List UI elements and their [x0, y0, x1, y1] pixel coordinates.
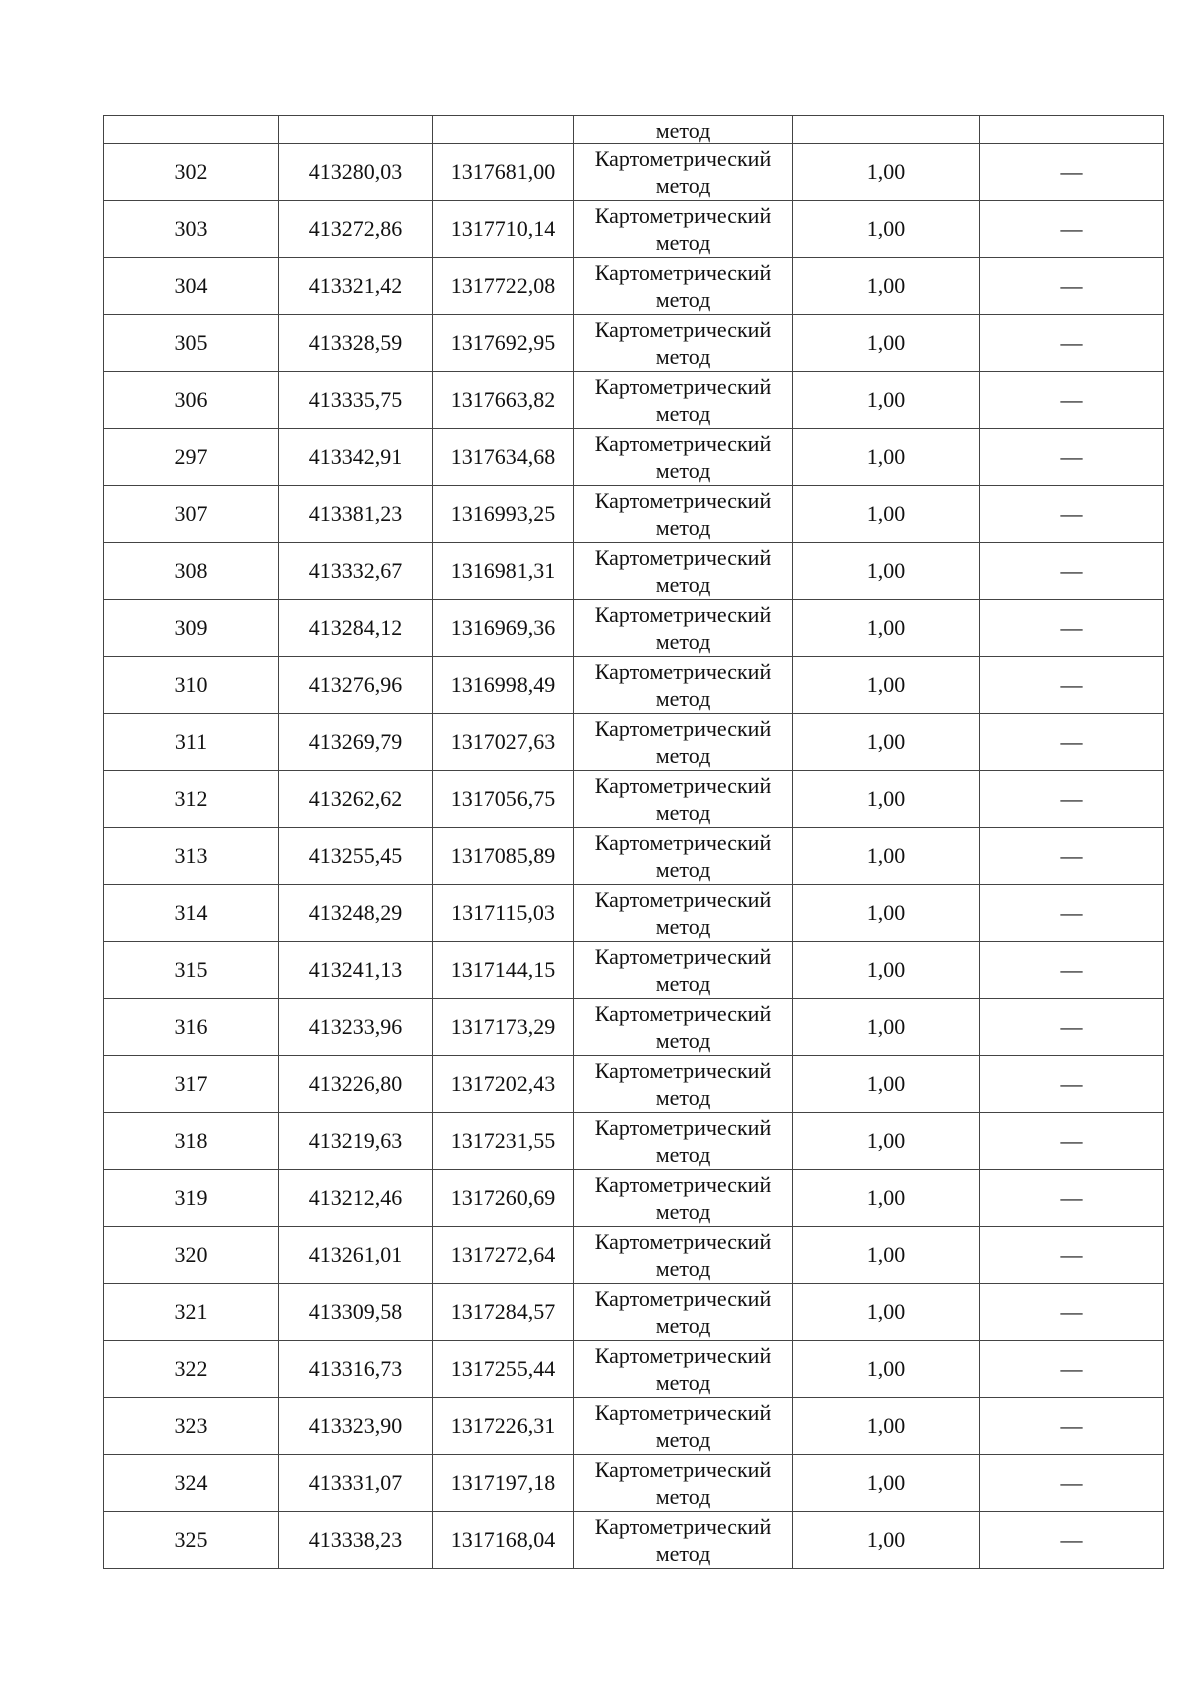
table-row: [104, 1284, 1164, 1341]
cell-y: 1317202,43: [433, 1056, 574, 1113]
cell-point-number: 310: [104, 657, 279, 714]
dash-glyph: —: [1060, 843, 1083, 868]
cell-accuracy: 1,00: [793, 372, 980, 429]
table-row: [104, 1512, 1164, 1569]
cell-method: [574, 999, 793, 1056]
dash-glyph: —: [1060, 159, 1083, 184]
cell-accuracy: 1,00: [793, 1056, 980, 1113]
cell-y: 1317144,15: [433, 942, 574, 999]
cell-y: 1317085,89: [433, 828, 574, 885]
method-line-2: метод: [655, 1085, 711, 1110]
dash-glyph: —: [1060, 1128, 1083, 1153]
table-row: [104, 714, 1164, 771]
cell-x: 413321,42: [279, 258, 433, 315]
cell-method: [574, 1170, 793, 1227]
dash-glyph: —: [1060, 1413, 1083, 1438]
dash-glyph: —: [1060, 729, 1083, 754]
cell-x: 413261,01: [279, 1227, 433, 1284]
method-line-1: Картометрический: [594, 659, 772, 684]
method-line-2: метод: [655, 800, 711, 825]
cell-note: [980, 714, 1164, 771]
dash-glyph: —: [1060, 330, 1083, 355]
method-line-2: метод: [655, 1370, 711, 1395]
dash-glyph: —: [1060, 900, 1083, 925]
cell-note: [980, 315, 1164, 372]
cell-method: [574, 116, 793, 144]
cell-note: [980, 1056, 1164, 1113]
cell-x: 413233,96: [279, 999, 433, 1056]
cell-x: 413309,58: [279, 1284, 433, 1341]
method-line-1: Картометрический: [594, 1514, 772, 1539]
method-line-1: Картометрический: [594, 716, 772, 741]
cell-note: [980, 600, 1164, 657]
cell-point-number: 309: [104, 600, 279, 657]
cell-y: 1317710,14: [433, 201, 574, 258]
cell-method: [574, 600, 793, 657]
cell-accuracy: 1,00: [793, 1227, 980, 1284]
method-line-2: метод: [655, 458, 711, 483]
cell-note: [980, 1113, 1164, 1170]
cell-accuracy: 1,00: [793, 885, 980, 942]
cell-y: 1316969,36: [433, 600, 574, 657]
method-line-2: метод: [655, 572, 711, 597]
method-line-1: Картометрический: [594, 203, 772, 228]
cell-point-number: 304: [104, 258, 279, 315]
cell-note: [980, 144, 1164, 201]
cell-point-number: 324: [104, 1455, 279, 1512]
cell-accuracy: 1,00: [793, 315, 980, 372]
method-line-1: Картометрический: [594, 1457, 772, 1482]
cell-y: 1317027,63: [433, 714, 574, 771]
cell-x: 413332,67: [279, 543, 433, 600]
cell-x: 413262,62: [279, 771, 433, 828]
method-line-2: метод: [655, 1028, 711, 1053]
dash-glyph: —: [1060, 672, 1083, 697]
method-line-1: Картометрический: [594, 260, 772, 285]
table-row: [104, 885, 1164, 942]
table-row: [104, 999, 1164, 1056]
table-row-continued: [104, 116, 1164, 144]
method-line-1: Картометрический: [594, 1286, 772, 1311]
method-line-2: метод: [655, 401, 711, 426]
table-row: [104, 372, 1164, 429]
cell-y: 1317056,75: [433, 771, 574, 828]
method-line-2: метод: [655, 971, 711, 996]
cell-accuracy: 1,00: [793, 201, 980, 258]
dash-glyph: —: [1060, 216, 1083, 241]
cell-note: [980, 828, 1164, 885]
table-row: [104, 429, 1164, 486]
cell-accuracy: 1,00: [793, 258, 980, 315]
table-row: [104, 771, 1164, 828]
cell-point-number: 323: [104, 1398, 279, 1455]
cell-method: [574, 144, 793, 201]
cell-point-number: 316: [104, 999, 279, 1056]
cell-accuracy: 1,00: [793, 1284, 980, 1341]
dash-glyph: —: [1060, 615, 1083, 640]
method-line-2: метод: [655, 1256, 711, 1281]
table-row: [104, 942, 1164, 999]
method-text: метод: [655, 118, 711, 143]
table-row: [104, 486, 1164, 543]
cell-method: [574, 771, 793, 828]
method-line-1: Картометрический: [594, 1001, 772, 1026]
cell-y: 1317692,95: [433, 315, 574, 372]
cell-method: [574, 828, 793, 885]
cell-method: [574, 1284, 793, 1341]
method-line-1: Картометрический: [594, 1229, 772, 1254]
cell-y: 1317115,03: [433, 885, 574, 942]
cell-y: 1317722,08: [433, 258, 574, 315]
cell-y: 1317272,64: [433, 1227, 574, 1284]
dash-glyph: —: [1060, 1014, 1083, 1039]
method-line-2: метод: [655, 1484, 711, 1509]
cell-note: [980, 657, 1164, 714]
cell-note: [980, 1455, 1164, 1512]
method-line-2: метод: [655, 743, 711, 768]
cell-method: [574, 543, 793, 600]
table-row: [104, 201, 1164, 258]
cell-note: [980, 116, 1164, 144]
cell-x: 413381,23: [279, 486, 433, 543]
cell-x: 413280,03: [279, 144, 433, 201]
cell-y: 1317231,55: [433, 1113, 574, 1170]
cell-point-number: 318: [104, 1113, 279, 1170]
table-row: [104, 543, 1164, 600]
table-row: [104, 828, 1164, 885]
method-line-1: Картометрический: [594, 146, 772, 171]
cell-note: [980, 885, 1164, 942]
method-line-1: Картометрический: [594, 488, 772, 513]
cell-point-number: 322: [104, 1341, 279, 1398]
method-line-1: Картометрический: [594, 1172, 772, 1197]
cell-accuracy: [793, 116, 980, 144]
cell-point-number: 297: [104, 429, 279, 486]
cell-point-number: 308: [104, 543, 279, 600]
cell-method: [574, 1341, 793, 1398]
cell-x: 413212,46: [279, 1170, 433, 1227]
method-line-2: метод: [655, 344, 711, 369]
method-line-1: Картометрический: [594, 431, 772, 456]
cell-x: 413338,23: [279, 1512, 433, 1569]
table-row: [104, 315, 1164, 372]
dash-glyph: —: [1060, 558, 1083, 583]
cell-x: 413272,86: [279, 201, 433, 258]
table-row: [104, 1455, 1164, 1512]
cell-accuracy: 1,00: [793, 771, 980, 828]
cell-accuracy: 1,00: [793, 714, 980, 771]
method-line-2: метод: [655, 1313, 711, 1338]
cell-x: 413241,13: [279, 942, 433, 999]
cell-note: [980, 1512, 1164, 1569]
cell-accuracy: 1,00: [793, 1455, 980, 1512]
cell-y: 1317663,82: [433, 372, 574, 429]
cell-point-number: 312: [104, 771, 279, 828]
table-row: [104, 1170, 1164, 1227]
cell-method: [574, 885, 793, 942]
cell-accuracy: 1,00: [793, 1113, 980, 1170]
method-line-2: метод: [655, 857, 711, 882]
cell-y: 1316981,31: [433, 543, 574, 600]
cell-point-number: 302: [104, 144, 279, 201]
cell-accuracy: 1,00: [793, 1512, 980, 1569]
method-line-1: Картометрический: [594, 1058, 772, 1083]
cell-accuracy: 1,00: [793, 828, 980, 885]
cell-y: 1317173,29: [433, 999, 574, 1056]
cell-method: [574, 315, 793, 372]
cell-point-number: 311: [104, 714, 279, 771]
cell-note: [980, 1170, 1164, 1227]
cell-note: [980, 999, 1164, 1056]
cell-y: 1317168,04: [433, 1512, 574, 1569]
cell-point-number: 307: [104, 486, 279, 543]
cell-x: 413276,96: [279, 657, 433, 714]
dash-glyph: —: [1060, 1185, 1083, 1210]
dash-glyph: —: [1060, 786, 1083, 811]
cell-accuracy: 1,00: [793, 600, 980, 657]
cell-accuracy: 1,00: [793, 1398, 980, 1455]
method-line-1: Картометрический: [594, 374, 772, 399]
dash-glyph: —: [1060, 1356, 1083, 1381]
cell-accuracy: 1,00: [793, 486, 980, 543]
method-line-2: метод: [655, 686, 711, 711]
cell-point-number: 319: [104, 1170, 279, 1227]
cell-point-number: 305: [104, 315, 279, 372]
table-row: [104, 1227, 1164, 1284]
cell-method: [574, 1455, 793, 1512]
cell-y: 1317226,31: [433, 1398, 574, 1455]
method-line-1: Картометрический: [594, 944, 772, 969]
cell-x: 413335,75: [279, 372, 433, 429]
cell-point-number: 320: [104, 1227, 279, 1284]
method-line-1: Картометрический: [594, 887, 772, 912]
dash-glyph: —: [1060, 273, 1083, 298]
cell-x: 413331,07: [279, 1455, 433, 1512]
cell-method: [574, 657, 793, 714]
cell-note: [980, 1284, 1164, 1341]
cell-note: [980, 1341, 1164, 1398]
cell-y: 1317260,69: [433, 1170, 574, 1227]
cell-method: [574, 258, 793, 315]
cell-accuracy: 1,00: [793, 1341, 980, 1398]
dash-glyph: —: [1060, 444, 1083, 469]
dash-glyph: —: [1060, 1470, 1083, 1495]
cell-note: [980, 258, 1164, 315]
method-line-2: метод: [655, 914, 711, 939]
cell-y: 1317255,44: [433, 1341, 574, 1398]
cell-point-number: 306: [104, 372, 279, 429]
cell-method: [574, 1512, 793, 1569]
cell-point-number: 303: [104, 201, 279, 258]
dash-glyph: —: [1060, 1071, 1083, 1096]
coordinates-table: [103, 115, 1164, 1569]
cell-point-number: 317: [104, 1056, 279, 1113]
dash-glyph: —: [1060, 387, 1083, 412]
cell-method: [574, 1398, 793, 1455]
cell-x: 413323,90: [279, 1398, 433, 1455]
cell-accuracy: 1,00: [793, 543, 980, 600]
cell-x: 413219,63: [279, 1113, 433, 1170]
cell-x: 413328,59: [279, 315, 433, 372]
cell-method: [574, 372, 793, 429]
cell-y: 1317197,18: [433, 1455, 574, 1512]
cell-y: [433, 116, 574, 144]
cell-accuracy: 1,00: [793, 942, 980, 999]
table-row: [104, 1113, 1164, 1170]
cell-note: [980, 942, 1164, 999]
table-row: [104, 258, 1164, 315]
cell-x: 413226,80: [279, 1056, 433, 1113]
method-line-1: Картометрический: [594, 1400, 772, 1425]
cell-y: 1317681,00: [433, 144, 574, 201]
method-line-1: Картометрический: [594, 317, 772, 342]
method-line-2: метод: [655, 515, 711, 540]
table-row: [104, 144, 1164, 201]
method-line-1: Картометрический: [594, 1343, 772, 1368]
cell-accuracy: 1,00: [793, 657, 980, 714]
method-line-1: Картометрический: [594, 545, 772, 570]
cell-note: [980, 201, 1164, 258]
cell-point-number: 321: [104, 1284, 279, 1341]
method-line-2: метод: [655, 230, 711, 255]
table-row: [104, 1398, 1164, 1455]
dash-glyph: —: [1060, 957, 1083, 982]
table-row: [104, 600, 1164, 657]
cell-point-number: 325: [104, 1512, 279, 1569]
cell-accuracy: 1,00: [793, 1170, 980, 1227]
cell-point-number: 314: [104, 885, 279, 942]
cell-note: [980, 1398, 1164, 1455]
method-line-1: Картометрический: [594, 773, 772, 798]
method-line-2: метод: [655, 1427, 711, 1452]
cell-x: 413269,79: [279, 714, 433, 771]
cell-note: [980, 429, 1164, 486]
cell-y: 1316998,49: [433, 657, 574, 714]
dash-glyph: —: [1060, 1242, 1083, 1267]
cell-x: 413316,73: [279, 1341, 433, 1398]
cell-method: [574, 201, 793, 258]
cell-x: 413255,45: [279, 828, 433, 885]
cell-note: [980, 771, 1164, 828]
cell-y: 1317634,68: [433, 429, 574, 486]
cell-x: 413248,29: [279, 885, 433, 942]
table-row: [104, 1056, 1164, 1113]
cell-note: [980, 486, 1164, 543]
method-line-1: Картометрический: [594, 602, 772, 627]
cell-point-number: 313: [104, 828, 279, 885]
dash-glyph: —: [1060, 1299, 1083, 1324]
cell-method: [574, 1227, 793, 1284]
cell-point-number: [104, 116, 279, 144]
cell-accuracy: 1,00: [793, 999, 980, 1056]
dash-glyph: —: [1060, 501, 1083, 526]
cell-point-number: 315: [104, 942, 279, 999]
cell-y: 1317284,57: [433, 1284, 574, 1341]
cell-method: [574, 486, 793, 543]
cell-method: [574, 714, 793, 771]
cell-note: [980, 543, 1164, 600]
cell-method: [574, 942, 793, 999]
method-line-2: метод: [655, 173, 711, 198]
method-line-1: Картометрический: [594, 1115, 772, 1140]
cell-note: [980, 372, 1164, 429]
cell-x: 413342,91: [279, 429, 433, 486]
cell-x: 413284,12: [279, 600, 433, 657]
cell-note: [980, 1227, 1164, 1284]
cell-method: [574, 1056, 793, 1113]
table-row: [104, 657, 1164, 714]
cell-y: 1316993,25: [433, 486, 574, 543]
method-line-2: метод: [655, 1541, 711, 1566]
method-line-1: Картометрический: [594, 830, 772, 855]
method-line-2: метод: [655, 629, 711, 654]
method-line-2: метод: [655, 287, 711, 312]
table-row: [104, 1341, 1164, 1398]
cell-accuracy: 1,00: [793, 429, 980, 486]
cell-accuracy: 1,00: [793, 144, 980, 201]
cell-method: [574, 1113, 793, 1170]
cell-method: [574, 429, 793, 486]
cell-x: [279, 116, 433, 144]
method-line-2: метод: [655, 1142, 711, 1167]
method-line-2: метод: [655, 1199, 711, 1224]
dash-glyph: —: [1060, 1527, 1083, 1552]
